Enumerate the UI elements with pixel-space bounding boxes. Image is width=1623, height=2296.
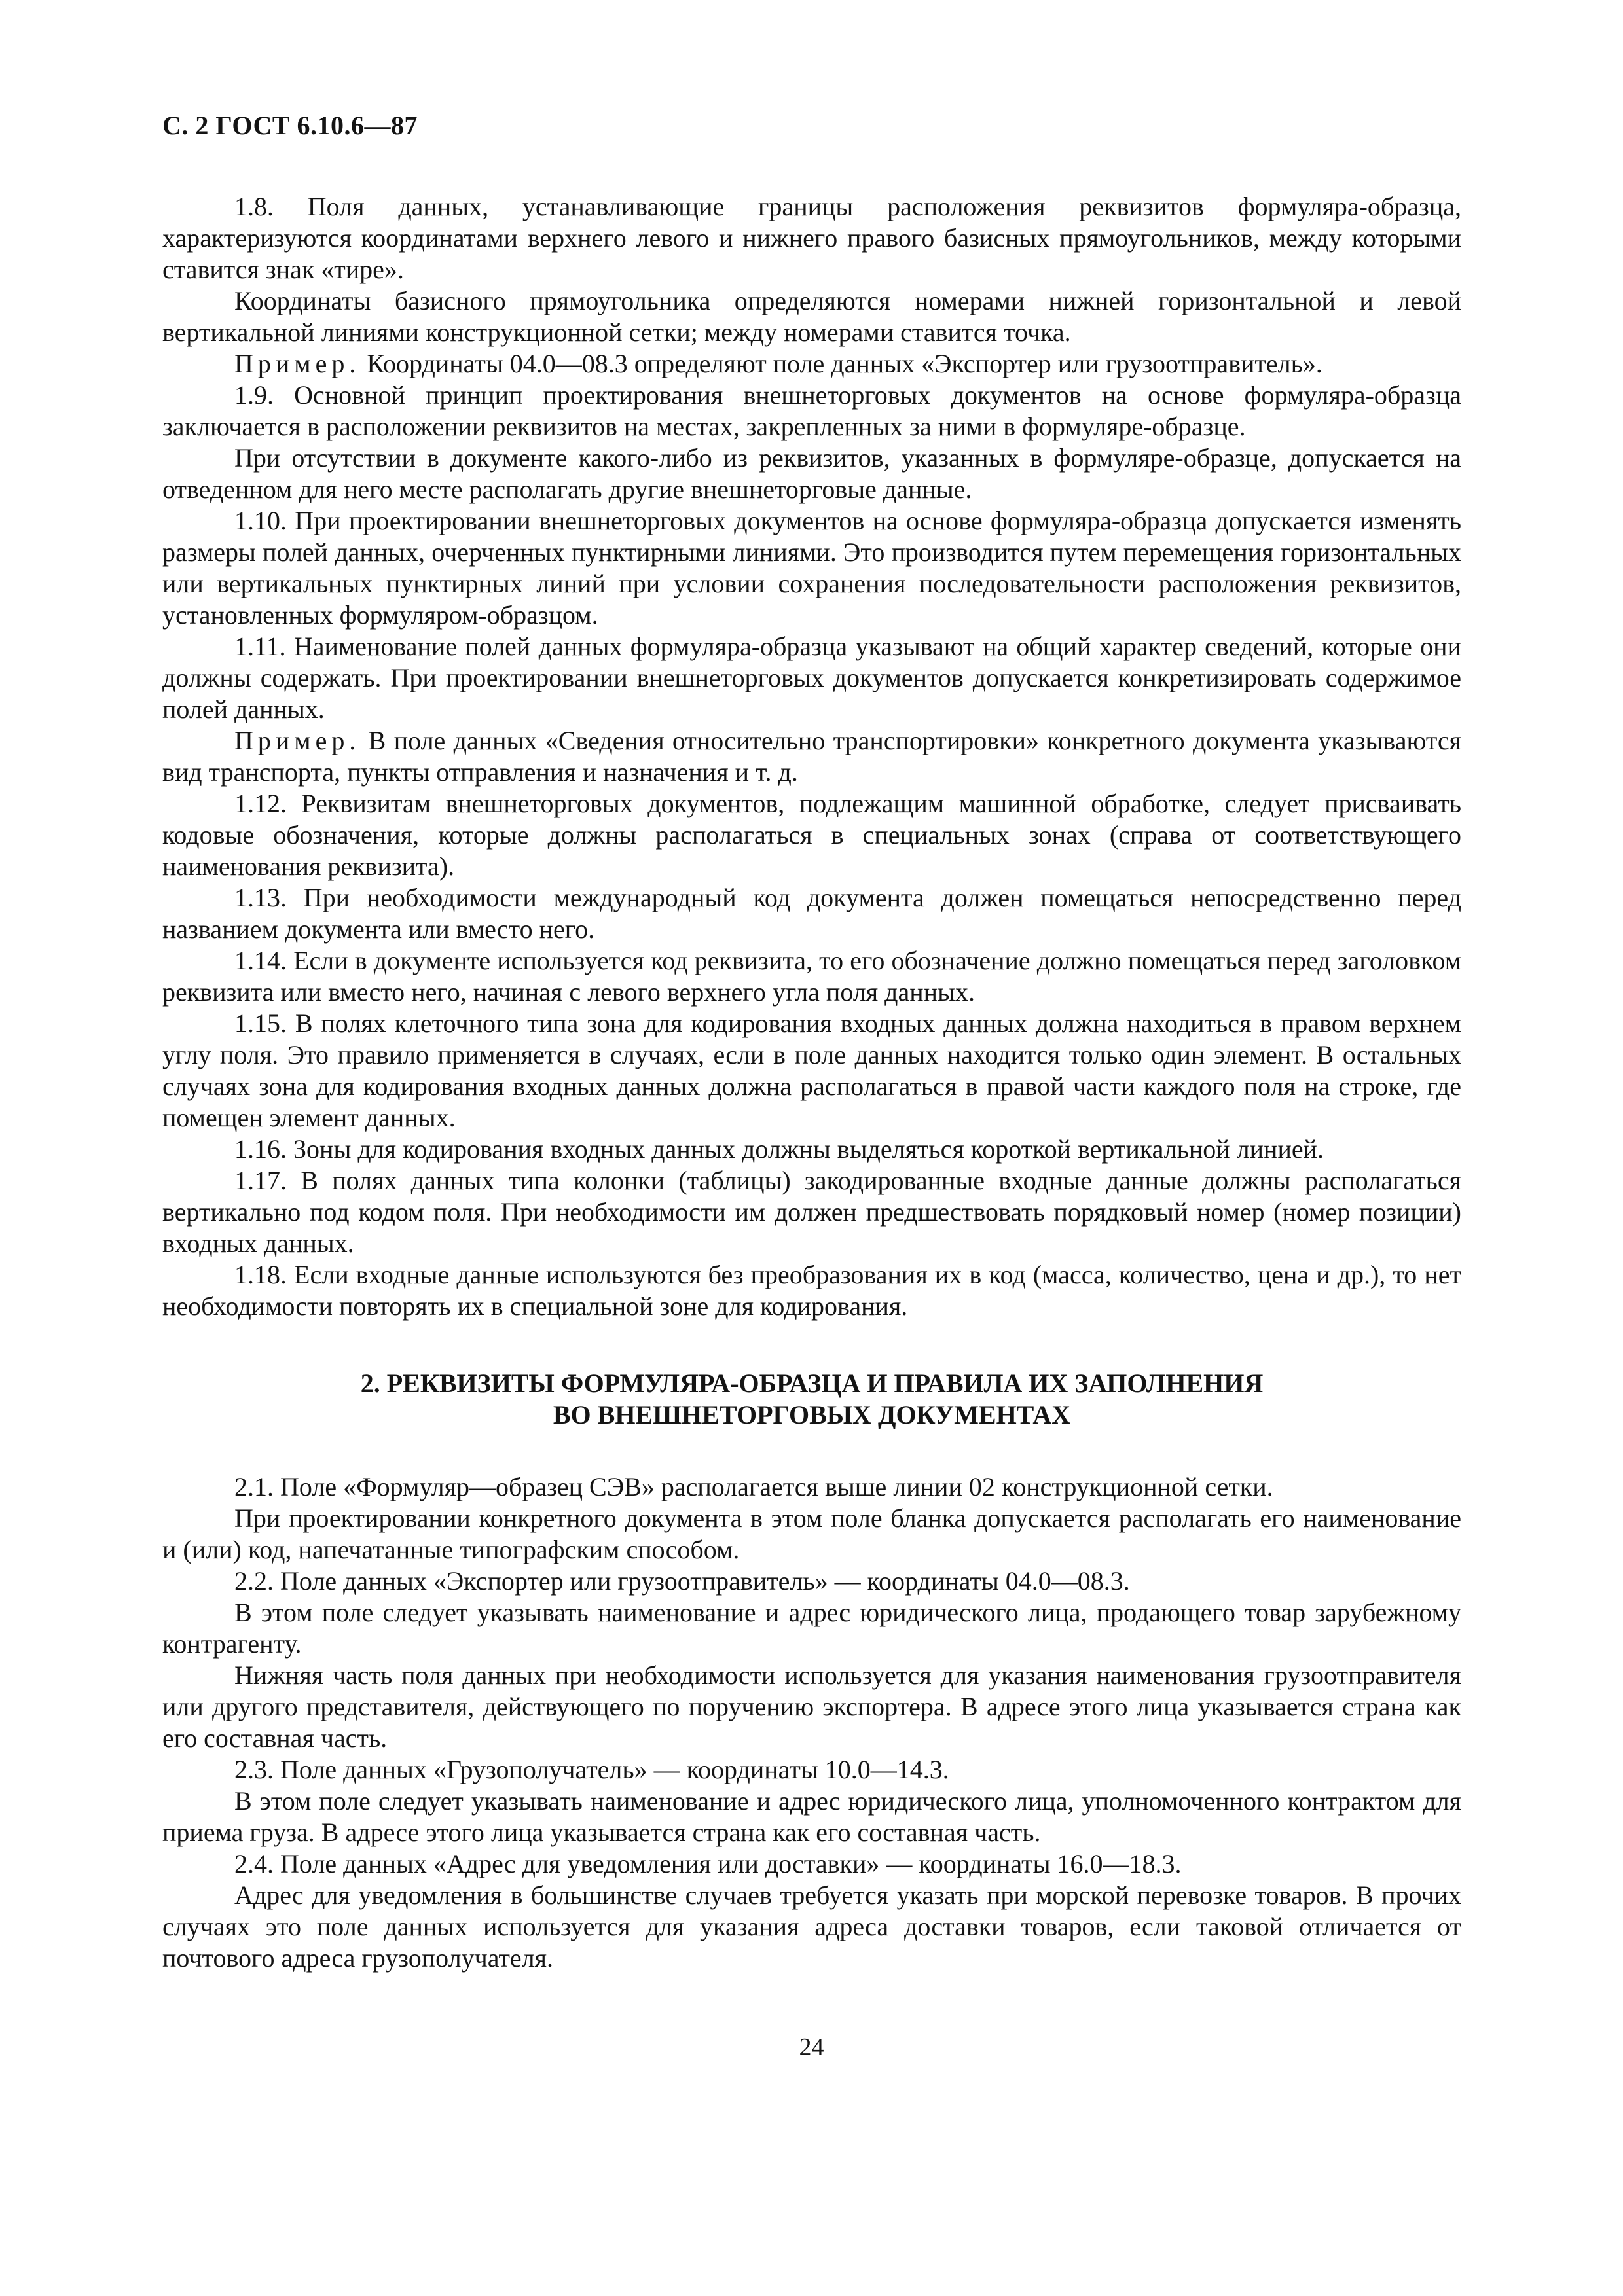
paragraph-1-11-example	[162, 725, 1461, 788]
page-number: 24	[799, 2034, 824, 2061]
paragraph-1-10: 1.10. При проектировании внешнеторговых документов на основе формуляра-образца допускается изменять размеры полей данных, очерченных пунктирными линиями. Это производится путем перемещения горизонтальных или вертикальных пунктирных линий при условии сохранения последовательности расположения реквизитов, установленных формуляром-образцом.	[162, 506, 1461, 630]
paragraph-2-3-consignee: В этом поле следует указывать наименование и адрес юридического лица, уполномоченного контрактом для приема груза. В адресе этого лица указывается страна как его составная часть.	[162, 1786, 1461, 1847]
section-2-heading-line-1: 2. РЕКВИЗИТЫ ФОРМУЛЯРА-ОБРАЗЦА И ПРАВИЛА ИХ ЗАПОЛНЕНИЯ	[360, 1369, 1264, 1398]
paragraph-1-9-absence: При отсутствии в документе какого-либо из реквизитов, указанных в формуляре-образце, допускается на отведенном для него месте располагать другие внешнеторговые данные.	[162, 443, 1461, 504]
paragraph-1-12: 1.12. Реквизитам внешнеторговых документов, подлежащим машинной обработке, следует присваивать кодовые обозначения, которые должны располагаться в специальных зонах (справа от соответствующего наименования реквизита).	[162, 789, 1461, 881]
paragraph-2-4-address: Адрес для уведомления в большинстве случаев требуется указать при морской перевозке товаров. В прочих случаях это поле данных используется для указания адреса доставки товаров, если таковой отличается от почтового адреса грузополучателя.	[162, 1880, 1461, 1973]
paragraph-1-8-coordinates: Координаты базисного прямоугольника определяются номерами нижней горизонтальной и левой вертикальной линиями конструкционной сетки; между номерами ставится точка.	[162, 286, 1461, 347]
paragraph-2-4: 2.4. Поле данных «Адрес для уведомления или доставки» — координаты 16.0—18.3.	[234, 1849, 1182, 1878]
section-2-heading	[162, 1368, 1461, 1431]
example-text: В поле данных «Сведения относительно транспортировки» конкретного документа указываются вид транспорта, пункты отправления и назначения и т. д.	[162, 726, 1461, 787]
document-page	[162, 110, 1461, 1974]
paragraph-2-2-exporter: В этом поле следует указывать наименование и адрес юридического лица, продающего товар зарубежному контрагенту.	[162, 1598, 1461, 1659]
paragraph-1-15: 1.15. В полях клеточного типа зона для кодирования входных данных должна находиться в правом верхнем углу поля. Это правило применяется в случаях, если в поле данных находится только один элемент. В остальных случаях зона для кодирования входных данных должна располагаться в правой части каждого поля на строке, где помещен элемент данных.	[162, 1009, 1461, 1132]
paragraph-1-13: 1.13. При необходимости международный код документа должен помещаться непосредственно перед названием документа или вместо него.	[162, 883, 1461, 944]
running-header: С. 2 ГОСТ 6.10.6—87	[162, 111, 418, 140]
section-2-body	[162, 1471, 1461, 1974]
paragraph-1-8-example	[162, 348, 1461, 380]
paragraph-2-1: 2.1. Поле «Формуляр—образец СЭВ» располагается выше линии 02 конструкционной сетки.	[234, 1472, 1273, 1501]
paragraph-2-2-lower-part: Нижняя часть поля данных при необходимости используется для указания наименования грузоотправителя или другого представителя, действующего по поручению экспортера. В адресе этого лица указывается страна как его составная часть.	[162, 1660, 1461, 1753]
paragraph-1-11: 1.11. Наименование полей данных формуляра-образца указывают на общий характер сведений, которые они должны содержать. При проектировании внешнеторговых документов допускается конкретизировать содержимое полей данных.	[162, 632, 1461, 724]
paragraph-1-9: 1.9. Основной принцип проектирования внешнеторговых документов на основе формуляра-образца заключается в расположении реквизитов на местах, закрепленных за ними в формуляре-образце.	[162, 380, 1461, 441]
paragraph-1-14: 1.14. Если в документе используется код реквизита, то его обозначение должно помещаться перед заголовком реквизита или вместо него, начиная с левого верхнего угла поля данных.	[162, 946, 1461, 1007]
example-text: Координаты 04.0—08.3 определяют поле данных «Экспортер или грузоотправитель».	[360, 349, 1322, 378]
paragraph-1-18: 1.18. Если входные данные используются без преобразования их в код (масса, количество, цена и др.), то нет необходимости повторять их в специальной зоне для кодирования.	[162, 1260, 1461, 1321]
paragraph-2-2: 2.2. Поле данных «Экспортер или грузоотправитель» — координаты 04.0—08.3.	[234, 1566, 1130, 1596]
section-2-heading-line-2: ВО ВНЕШНЕТОРГОВЫХ ДОКУМЕНТАХ	[553, 1400, 1071, 1429]
paragraph-1-8: 1.8. Поля данных, устанавливающие границы расположения реквизитов формуляра-образца, характеризуются координатами верхнего левого и нижнего правого базисных прямоугольников, между которыми ставится знак «тире».	[162, 192, 1461, 284]
paragraph-2-1-design: При проектировании конкретного документа в этом поле бланка допускается располагать его наименование и (или) код, напечатанные типографским способом.	[162, 1503, 1461, 1564]
paragraph-1-17: 1.17. В полях данных типа колонки (таблицы) закодированные входные данные должны располагаться вертикально под кодом поля. При необходимости им должен предшествовать порядковый номер (номер позиции) входных данных.	[162, 1166, 1461, 1258]
example-label: Пример.	[234, 726, 361, 755]
paragraph-1-16: 1.16. Зоны для кодирования входных данных должны выделяться короткой вертикальной линией.	[234, 1134, 1324, 1164]
paragraph-2-3: 2.3. Поле данных «Грузополучатель» — координаты 10.0—14.3.	[234, 1755, 949, 1784]
section-1-body	[162, 191, 1461, 1322]
example-label: Пример.	[234, 349, 361, 378]
